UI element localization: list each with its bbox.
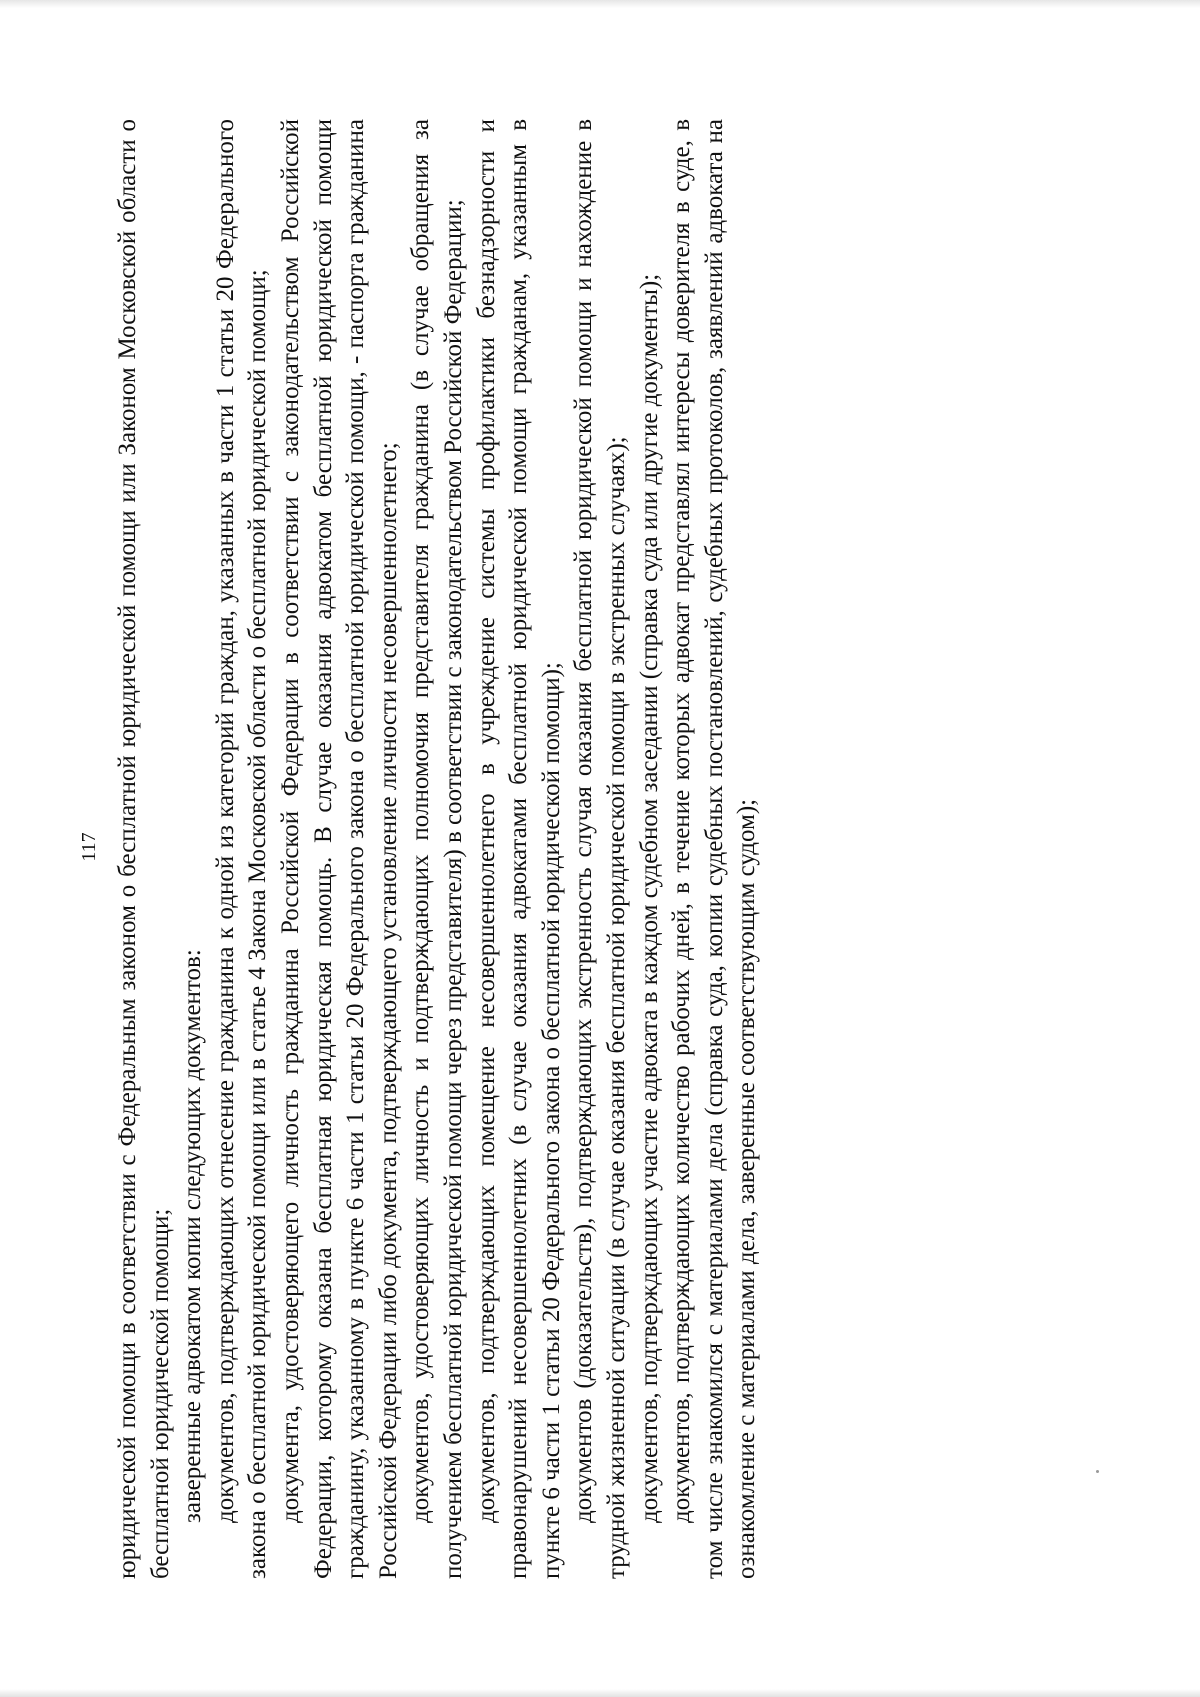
page-number: 117 [78,832,100,862]
paragraph-urgency-documents: документов (доказательств), подтверждающих экстренность случая оказания бесплатной юридической помощи и нахождение в трудной жизненной ситуации (в случае оказания бесплатной юридической помощи в экстренных случаях); [570,119,630,1579]
document-body [112,119,764,1579]
paragraph-representative-documents: документов, удостоверяющих личность и подтверждающих полномочия представителя гражданина (в случае обращения за получением бесплатной юридической помощи через представителя) в соответствии с законодательством Российской Федерации; [407,119,467,1579]
paragraph-identity-document: документа, удостоверяющего личность гражданина Российской Федерации в соответствии с законодательством Российской Федерации, которому оказана бесплатная юридическая помощь. В случае оказания адвокатом бесплатной юридической помощи гражданину, указанному в пункте 6 части 1 статьи 20 Федерального закона о бесплатной юридической помощи, - паспорта гражданина Российской Федерации либо документа, подтверждающего установление личности несовершеннолетнего; [276,119,402,1579]
paragraph-category-documents: документов, подтверждающих отнесение гражданина к одной из категорий граждан, указанных в части 1 статьи 20 Федерального закона о бесплатной юридической помощи или в статье 4 Закона Московской области о бесплатной юридической помощи; [211,119,272,1579]
paragraph-continuation: юридической помощи в соответствии с Федеральным законом о бесплатной юридической помощи или Законом Московской области о бесплатной юридической помощи; [114,119,174,1579]
paragraph-working-days-documents: документов, подтверждающих количество рабочих дней, в течение которых адвокат представлял интересы доверителя в суде, в том числе знакомился с материалами дела (справка суда, копии судебных постановлений, судебных протоколов, заявлений адвоката на ознакомление с материалами дела, заверенные соответствующим судом); [668,119,761,1579]
paragraph-court-participation-documents: документов, подтверждающих участие адвоката в каждом судебном заседании (справка суда или другие документы); [635,273,663,1523]
paragraph-minor-placement-documents: документов, подтверждающих помещение несовершеннолетнего в учреждение системы профилактики безнадзорности и правонарушений несовершеннолетних (в случае оказания адвокатами бесплатной юридической помощи гражданам, указанным в пункте 6 части 1 статьи 20 Федерального закона о бесплатной юридической помощи); [472,119,565,1579]
paragraph-certified-copies: заверенные адвокатом копии следующих документов: [179,949,207,1523]
